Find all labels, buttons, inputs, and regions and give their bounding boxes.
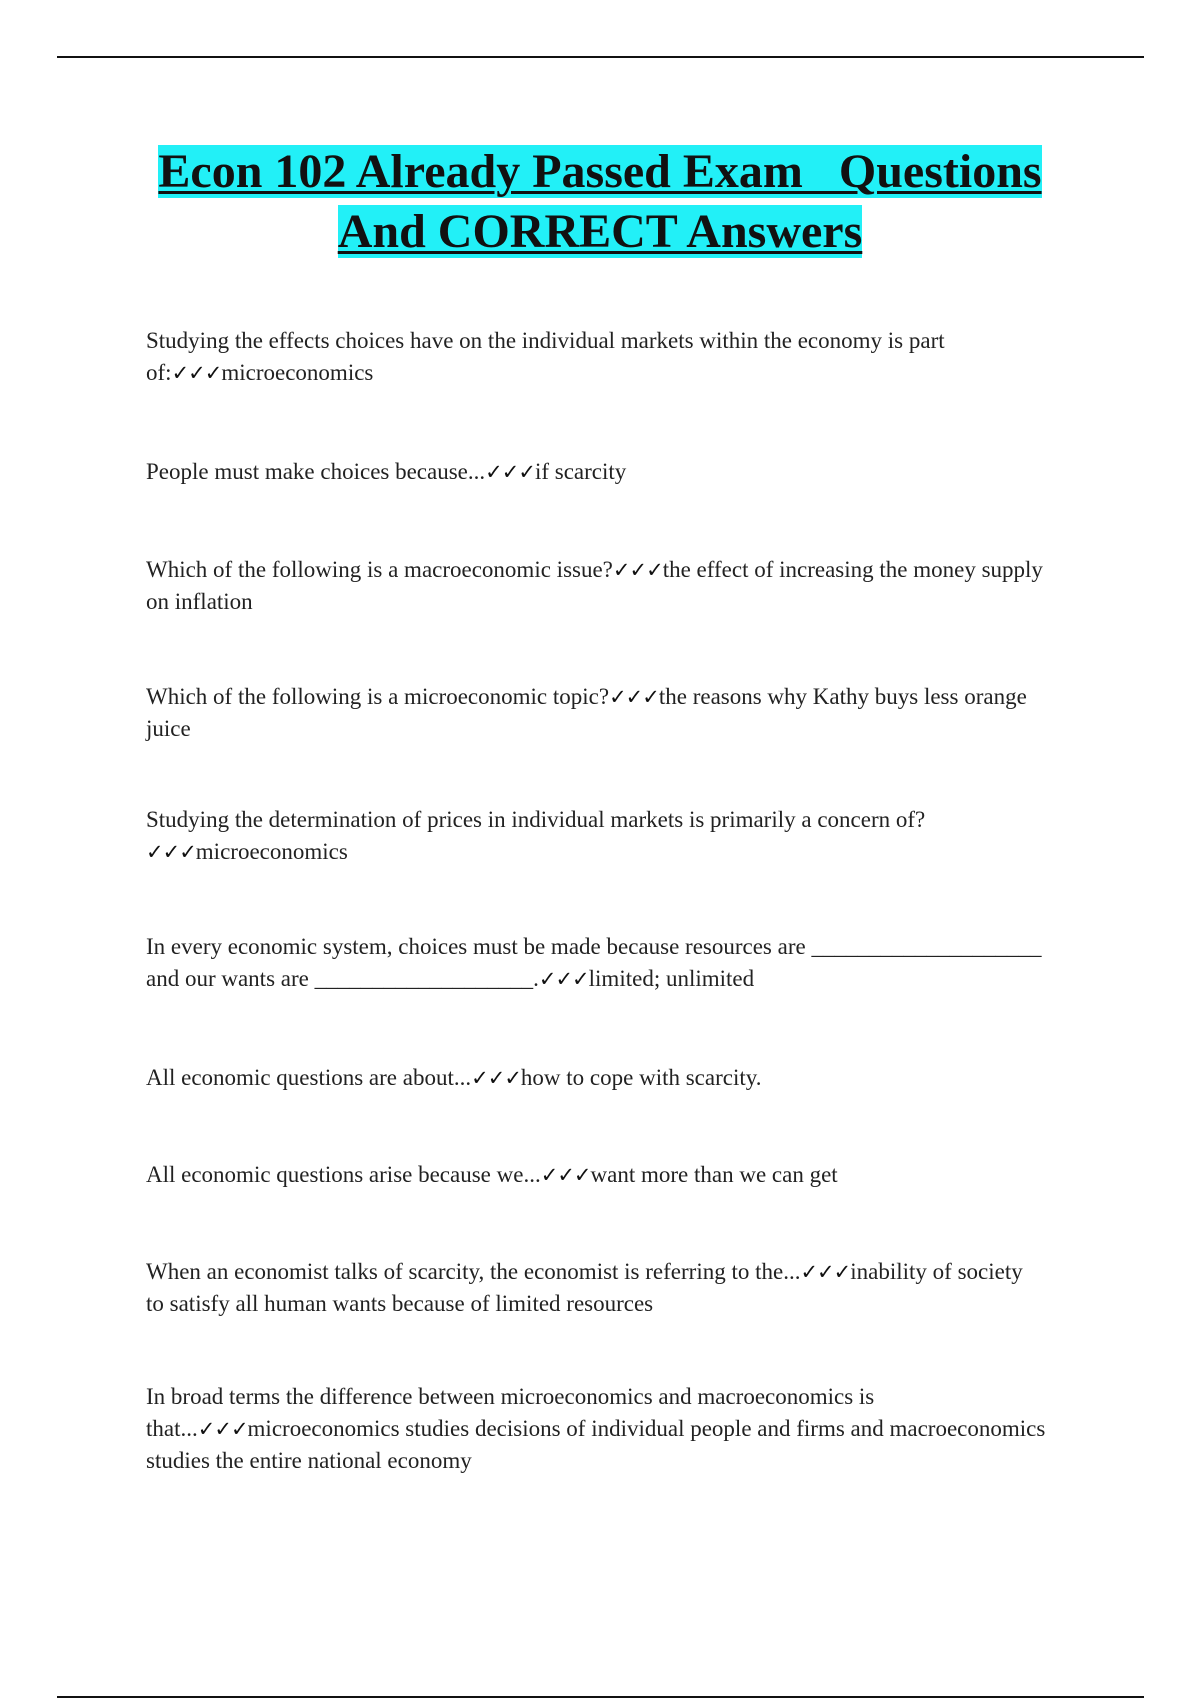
question-text: People must make choices because... (146, 459, 486, 484)
answer-text: microeconomics studies decisions of individual people and firms and macroeconomics studies the entire national economy (146, 1416, 1046, 1473)
question-text: Which of the following is a macroeconomic issue? (146, 557, 613, 582)
qa-item-3 (146, 554, 1046, 618)
check-marks-icon: ✓✓✓ (612, 558, 663, 582)
check-marks-icon: ✓✓✓ (800, 1260, 851, 1284)
qa-item-1 (146, 325, 1046, 389)
answer-text: how to cope with scarcity. (520, 1065, 762, 1090)
qa-item-7 (146, 1062, 1046, 1094)
answer-text: the effect of increasing the money supply on inflation (146, 557, 1043, 614)
question-text: In every economic system, choices must be made because resources are ____________________ and our wants are ___________________. (146, 934, 1042, 991)
check-marks-icon: ✓✓✓ (609, 685, 659, 709)
bottom-rule (57, 1696, 1144, 1698)
qa-item-4 (146, 681, 1046, 745)
question-text: When an economist talks of scarcity, the economist is referring to the... (146, 1259, 801, 1284)
answer-text: want more than we can get (590, 1162, 838, 1187)
check-marks-icon: ✓✓✓ (146, 840, 196, 864)
qa-item-5 (146, 804, 1046, 868)
question-text: Studying the effects choices have on the individual markets within the economy is part of: (146, 328, 945, 385)
qa-item-10 (146, 1381, 1046, 1477)
qa-item-9 (146, 1256, 1046, 1320)
check-marks-icon: ✓✓✓ (197, 1417, 248, 1441)
question-text: All economic questions are about... (146, 1065, 472, 1090)
check-marks-icon: ✓✓✓ (538, 967, 589, 991)
question-text: Studying the determination of prices in individual markets is primarily a concern of? (146, 807, 926, 832)
qa-item-6 (146, 931, 1046, 995)
check-marks-icon: ✓✓✓ (471, 1066, 521, 1090)
answer-text: microeconomics (195, 839, 348, 864)
answer-text: if scarcity (534, 459, 627, 484)
title-line-1: Econ 102 Already Passed Exam Questions (158, 145, 1042, 198)
top-rule (57, 56, 1144, 58)
qa-item-8 (146, 1159, 1046, 1191)
document-title (100, 142, 1100, 262)
check-marks-icon: ✓✓✓ (540, 1163, 591, 1187)
question-text: All economic questions arise because we... (146, 1162, 541, 1187)
question-text: Which of the following is a microeconomic topic? (146, 684, 610, 709)
qa-item-2 (146, 456, 1046, 488)
answer-text: microeconomics (221, 360, 374, 385)
answer-text: inability of society to satisfy all human wants because of limited resources (146, 1259, 1023, 1316)
check-marks-icon: ✓✓✓ (171, 361, 222, 385)
answer-text: the reasons why Kathy buys less orange juice (146, 684, 1027, 741)
title-line-2: And CORRECT Answers (337, 205, 863, 258)
question-text: In broad terms the difference between microeconomics and macroeconomics is that... (146, 1384, 875, 1441)
check-marks-icon: ✓✓✓ (485, 460, 535, 484)
answer-text: limited; unlimited (588, 966, 755, 991)
